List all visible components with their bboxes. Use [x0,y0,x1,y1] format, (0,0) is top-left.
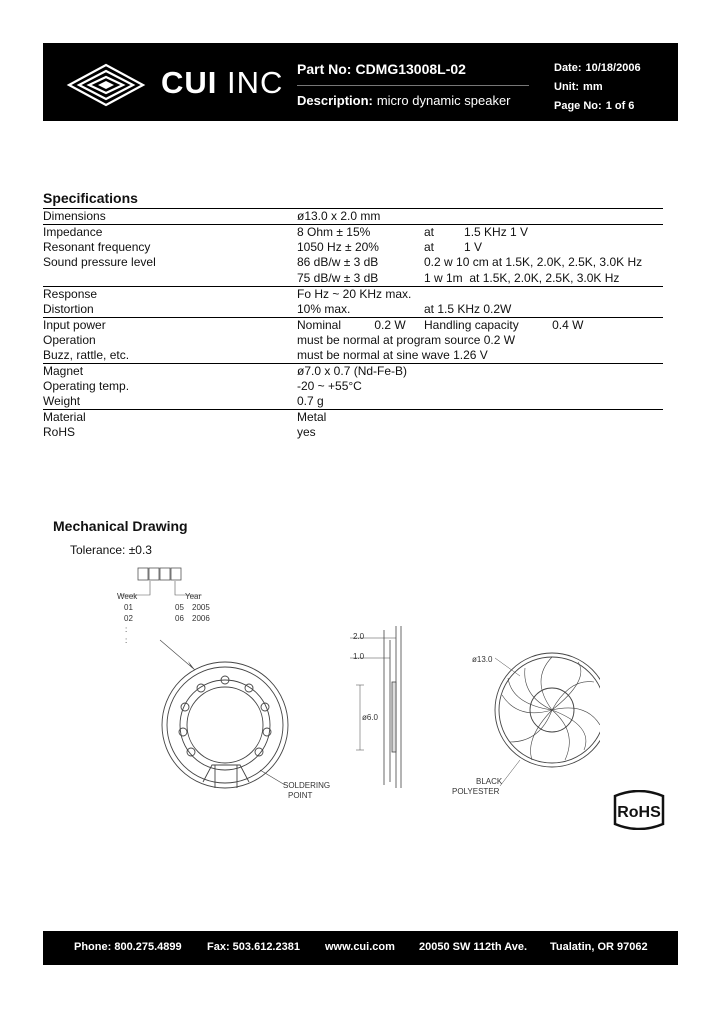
footer-address: 20050 SW 112th Ave. [419,941,528,953]
spec-condition: 0.2 w 10 cm at 1.5K, 2.0K, 2.5K, 3.0K Hz [424,255,643,270]
spec-value: must be normal at program source 0.2 W [297,332,516,347]
spec-label: Response [43,286,98,301]
spec-row [43,348,663,364]
spec-value: yes [297,425,316,440]
spec-row [43,240,663,255]
year-code: 05 [175,603,184,612]
rohs-badge [609,790,669,830]
spec-row [43,379,663,394]
specifications-table [43,208,663,440]
spec-label: Operation [43,332,96,347]
spec-row [43,363,663,379]
footer-bar [43,931,678,965]
diameter-leader-line [495,658,520,676]
spec-value: Nominal 0.2 W [297,317,406,332]
spec-row [43,410,663,426]
polyester-leader-line [500,760,520,786]
soldering-label: POINT [288,791,313,800]
footer-website[interactable]: www.cui.com [325,941,395,953]
spec-label: Buzz, rattle, etc. [43,348,297,364]
spec-label: RoHS [43,425,76,440]
black-polyester-label: BLACK [476,777,503,786]
spec-label: Operating temp. [43,378,130,393]
date-code-boxes [138,568,181,580]
soldering-label: SOLDERING [283,781,331,790]
spec-value: 75 dB/w ± 3 dB [297,271,424,287]
dimension-2-0: 2.0 [353,632,365,641]
footer-city: Tualatin, OR 97062 [550,941,648,953]
document-meta [554,59,641,116]
week-label: Week [117,592,138,601]
header-bar [43,43,678,121]
spec-value: 8 Ohm ± 15% [297,225,371,239]
spec-label: Dimensions [43,209,297,225]
year-value: 2006 [192,614,210,623]
spec-condition: at 1 V [424,240,483,254]
dimension-6-0: ø6.0 [362,713,379,722]
spec-value: must be normal at sine wave 1.26 V [297,348,663,364]
spec-value: 10% max. [297,302,424,318]
specifications-title: Specifications [43,190,138,206]
week-value: : [125,625,128,634]
spec-condition: Handling capacity 0.4 W [424,317,584,332]
spec-row [43,286,663,302]
year-code: 06 [175,614,184,623]
spec-label: Material [43,410,86,425]
spec-label: Sound pressure level [43,255,156,270]
unit-line: Unit: mm [554,81,603,93]
spec-value: Metal [297,410,327,425]
svg-text:RoHS: RoHS [617,804,661,821]
year-label: Year [185,592,202,601]
spec-value: ø7.0 x 0.7 (Nd-Fe-B) [297,363,408,378]
speaker-side-view [350,626,401,788]
mechanical-drawing-title: Mechanical Drawing [53,518,188,534]
part-number: Part No: CDMG13008L-02 [297,61,466,77]
spec-value: Fo Hz ~ 20 KHz max. [297,286,412,301]
spec-label: Distortion [43,302,297,318]
spec-value: 0.7 g [297,394,663,410]
spec-label [43,271,297,287]
spec-row [43,225,663,241]
year-value: 2005 [192,603,210,612]
week-value: : [125,636,128,645]
spec-row [43,333,663,348]
dimension-13-0: ø13.0 [472,655,493,664]
spec-label: Impedance [43,225,103,239]
cui-logo-icon [61,53,151,111]
spec-label: Magnet [43,363,84,378]
spec-row [43,317,663,333]
spec-row [43,394,663,410]
speaker-back-view [160,640,288,788]
company-name: CUI INC [161,65,284,100]
page-line: Page No: 1 of 6 [554,100,635,112]
mechanical-drawing [100,560,600,810]
spec-condition: 1 w 1m at 1.5K, 2.0K, 2.5K, 3.0K Hz [424,271,663,287]
spec-value: ø13.0 x 2.0 mm [297,209,663,225]
speaker-front-view [495,653,600,767]
footer-fax: Fax: 503.612.2381 [207,941,300,953]
spec-row [43,255,663,270]
description: Description: micro dynamic speaker [297,93,511,108]
spec-value: 1050 Hz ± 20% [297,240,379,254]
spec-row [43,302,663,318]
spec-label: Input power [43,317,106,332]
dimension-1-0: 1.0 [353,652,365,661]
black-polyester-label: POLYESTER [452,787,500,796]
week-value: 01 [124,603,133,612]
spec-row [43,271,663,287]
soldering-leader-line [260,770,285,785]
header-divider [297,85,529,86]
date-line: Date: 10/18/2006 [554,62,641,74]
spec-label: Resonant frequency [43,240,151,254]
footer-phone: Phone: 800.275.4899 [74,941,182,953]
spec-condition: at 1.5 KHz 1 V [424,225,529,239]
spec-row [43,425,663,440]
spec-label: Weight [43,394,297,410]
week-value: 02 [124,614,133,623]
tolerance-note: Tolerance: ±0.3 [70,543,152,557]
spec-value: -20 ~ +55°C [297,378,362,393]
spec-value: 86 dB/w ± 3 dB [297,255,379,270]
spec-condition: at 1.5 KHz 0.2W [424,302,663,318]
spec-row [43,209,663,225]
